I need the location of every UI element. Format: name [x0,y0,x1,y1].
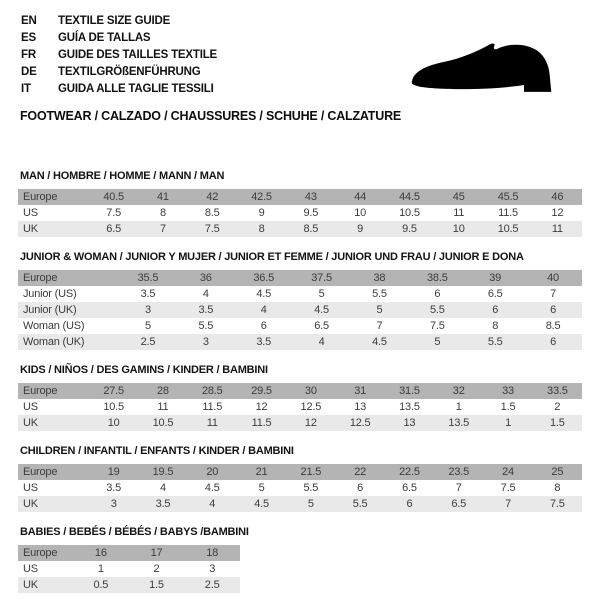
size-cell: 45 [452,191,465,203]
size-cell: 4.5 [254,498,269,510]
row-label: Junior (UK) [23,304,77,316]
size-cell: 9 [357,223,364,235]
size-cell: 17 [150,547,163,559]
size-cell: 10 [354,207,367,219]
size-cell: 12 [551,207,564,219]
size-cell: 35.5 [137,272,159,284]
size-cell: 8 [159,207,166,219]
row-label: Woman (US) [23,320,85,332]
size-cell: 13 [354,401,367,413]
language-label: GUIDA ALLE TAGLIE TESSILI [58,83,214,95]
size-cell: 36 [199,272,212,284]
row-label: Europe [23,191,58,203]
size-cell: 13 [403,417,416,429]
size-cell: 5 [434,336,441,348]
size-cell: 5 [258,482,265,494]
size-cell: 3.5 [106,482,121,494]
size-cell: 39 [489,272,502,284]
size-cell: 2 [153,563,160,575]
size-cell: 12.5 [300,401,322,413]
size-cell: 4.5 [256,288,272,300]
size-cell: 31 [354,385,367,397]
table-title-kids: KIDS / NIÑOS / DES GAMINS / KINDER / BAMBINI [20,364,268,376]
size-cell: 45.5 [497,191,519,203]
size-cell: 9 [258,207,265,219]
size-cell: 5.5 [303,482,319,494]
size-tables [18,170,582,600]
size-cell: 12 [304,417,317,429]
size-cell: 6 [260,320,267,332]
size-cell: 8 [492,320,499,332]
size-cell: 38 [373,272,386,284]
row-label: Europe [23,466,58,478]
language-code: IT [21,83,31,95]
row-label: US [23,207,38,219]
size-cell: 6.5 [487,288,503,300]
size-cell: 0.5 [93,579,109,591]
size-cell: 46 [551,191,564,203]
row-label: UK [23,417,38,429]
size-cell: 8.5 [303,223,319,235]
table-section-children [18,445,582,512]
size-table-children [18,464,582,512]
language-row [21,81,217,98]
size-cell: 24 [502,466,514,478]
size-cell: 2 [554,401,561,413]
size-cell: 7 [505,498,511,510]
table-row [18,561,240,577]
language-label: GUIDE DES TAILLES TEXTILE [58,49,217,61]
size-cell: 3.5 [155,498,171,510]
size-cell: 12 [255,401,268,413]
size-cell: 43 [304,191,317,203]
size-cell: 6 [492,304,499,316]
size-cell: 5.5 [372,288,387,300]
size-cell: 10.5 [152,417,174,429]
table-section-man [18,170,582,237]
size-cell: 7.5 [429,320,445,332]
size-cell: 6.5 [451,498,467,510]
table-row [18,302,582,318]
size-cell: 20 [206,466,219,478]
size-cell: 4 [260,304,267,316]
size-table-babies [18,545,240,593]
size-cell: 40.5 [103,191,124,203]
language-row [21,47,217,64]
row-label: US [23,563,38,575]
size-cell: 11.5 [202,401,223,413]
size-cell: 4 [318,336,325,348]
size-cell: 30 [304,385,317,397]
size-cell: 40 [547,272,559,284]
size-cell: 2.5 [140,336,156,348]
size-cell: 37.5 [311,272,332,284]
language-code: FR [21,49,36,61]
size-cell: 1 [505,417,511,429]
size-cell: 5 [318,288,325,300]
table-row [18,464,582,480]
table-title-babies: BABIES / BEBÉS / BÉBÉS / BABYS /BAMBINI [20,526,249,538]
size-cell: 5 [376,304,383,316]
size-cell: 3 [209,563,216,575]
size-cell: 3 [202,336,209,348]
size-cell: 5 [144,320,151,332]
size-cell: 1 [97,563,104,575]
size-cell: 4.5 [314,304,329,316]
size-cell: 21.5 [300,466,322,478]
size-cell: 4.5 [372,336,387,348]
language-label: TEXTILE SIZE GUIDE [58,15,171,27]
size-cell: 42 [206,191,219,203]
table-row [18,205,582,221]
table-title-children: CHILDREN / INFANTIL / ENFANTS / KINDER / BAMBINI [20,445,294,457]
table-title-man: MAN / HOMBRE / HOMME / MANN / MAN [20,170,225,182]
language-list [21,13,217,98]
language-row [21,64,217,81]
size-cell: 7.5 [204,223,220,235]
size-cell: 8.5 [545,320,561,332]
language-row [21,13,217,30]
size-cell: 16 [94,547,107,559]
size-cell: 41 [157,191,169,203]
size-cell: 10.5 [399,207,420,219]
size-cell: 1.5 [149,579,164,591]
size-cell: 2.5 [204,579,220,591]
table-title-junior-woman: JUNIOR & WOMAN / JUNIOR Y MUJER / JUNIOR ET FEMME / JUNIOR UND FRAU / JUNIOR E DONA [20,251,524,263]
table-row [18,480,582,496]
size-cell: 18 [206,547,219,559]
size-cell: 11 [551,223,563,235]
language-label: TEXTILGRÖßENFÜHRUNG [58,66,201,78]
size-cell: 8.5 [204,207,220,219]
language-code: DE [21,66,37,78]
size-cell: 19.5 [152,466,174,478]
table-row [18,334,582,350]
language-label: GUÍA DE TALLAS [58,32,151,44]
size-cell: 7.5 [549,498,565,510]
table-row [18,189,582,205]
size-cell: 3.5 [256,336,272,348]
size-cell: 44 [354,191,367,203]
size-cell: 11 [206,417,218,429]
row-label: Europe [23,272,58,284]
size-table-man [18,189,582,237]
table-row [18,221,582,237]
size-cell: 44.5 [399,191,420,203]
size-cell: 6.5 [402,482,417,494]
size-cell: 10.5 [497,223,519,235]
size-cell: 5.5 [198,320,214,332]
table-row [18,286,582,302]
dress-shoe-icon [395,27,571,97]
size-table-kids [18,383,582,431]
table-row [18,577,240,593]
size-cell: 25 [551,466,564,478]
table-section-junior-woman [18,251,582,350]
size-cell: 11 [453,207,465,219]
size-cell: 29.5 [251,385,272,397]
size-cell: 7.5 [500,482,516,494]
size-table-junior-woman [18,270,582,350]
size-cell: 8 [554,482,561,494]
size-cell: 10.5 [103,401,124,413]
size-cell: 38.5 [427,272,448,284]
table-row [18,496,582,512]
size-cell: 6 [357,482,364,494]
size-cell: 4 [202,288,209,300]
size-cell: 3 [144,304,151,316]
size-cell: 7 [455,482,462,494]
size-cell: 5.5 [352,498,368,510]
row-label: UK [23,579,38,591]
language-row [21,30,217,47]
size-cell: 6.5 [106,223,121,235]
size-cell: 33.5 [547,385,568,397]
language-code: ES [21,32,36,44]
size-cell: 21 [255,466,268,478]
size-cell: 7 [376,320,383,332]
size-cell: 1.5 [500,401,516,413]
size-cell: 1 [455,401,462,413]
size-cell: 7 [550,288,557,300]
size-cell: 31.5 [399,385,420,397]
size-cell: 12.5 [349,417,371,429]
table-section-babies [18,526,582,593]
size-cell: 3.5 [198,304,214,316]
size-cell: 13.5 [399,401,420,413]
table-row [18,415,582,431]
table-row [18,383,582,399]
size-cell: 13.5 [448,417,470,429]
size-cell: 23.5 [448,466,470,478]
size-cell: 19 [107,466,120,478]
size-cell: 4 [159,482,166,494]
size-cell: 5.5 [487,336,503,348]
size-cell: 8 [258,223,265,235]
size-cell: 9.5 [303,207,319,219]
size-cell: 7 [159,223,166,235]
size-cell: 6 [406,498,413,510]
table-row [18,270,582,286]
size-cell: 42.5 [251,191,272,203]
row-label: UK [23,498,38,510]
size-cell: 27.5 [103,385,124,397]
size-cell: 5.5 [429,304,445,316]
size-cell: 11.5 [251,417,272,429]
row-label: US [23,482,38,494]
size-cell: 11 [157,401,169,413]
size-cell: 4.5 [204,482,220,494]
size-cell: 5 [307,498,314,510]
size-cell: 32 [452,385,465,397]
row-label: US [23,401,38,413]
size-cell: 7.5 [106,207,121,219]
size-cell: 11.5 [498,207,518,219]
row-label: Junior (US) [23,288,77,300]
size-cell: 6.5 [314,320,329,332]
size-cell: 22 [354,466,367,478]
size-cell: 3 [110,498,117,510]
size-cell: 36.5 [253,272,274,284]
size-cell: 33 [502,385,514,397]
size-cell: 28.5 [201,385,223,397]
category-title: FOOTWEAR / CALZADO / CHAUSSURES / SCHUHE / CALZATURE [20,109,402,123]
size-cell: 28 [157,385,169,397]
row-label: Woman (UK) [23,336,85,348]
size-cell: 6 [550,336,557,348]
size-cell: 10 [107,417,120,429]
size-cell: 4 [209,498,216,510]
size-cell: 1.5 [549,417,565,429]
size-cell: 3.5 [140,288,156,300]
table-section-kids [18,364,582,431]
language-code: EN [21,15,37,27]
size-cell: 6 [550,304,557,316]
table-row [18,318,582,334]
table-row [18,399,582,415]
size-cell: 9.5 [402,223,417,235]
row-label: Europe [23,547,58,559]
table-row [18,545,240,561]
row-label: Europe [23,385,58,397]
size-cell: 22.5 [399,466,420,478]
size-cell: 10 [452,223,465,235]
row-label: UK [23,223,38,235]
size-cell: 6 [434,288,441,300]
